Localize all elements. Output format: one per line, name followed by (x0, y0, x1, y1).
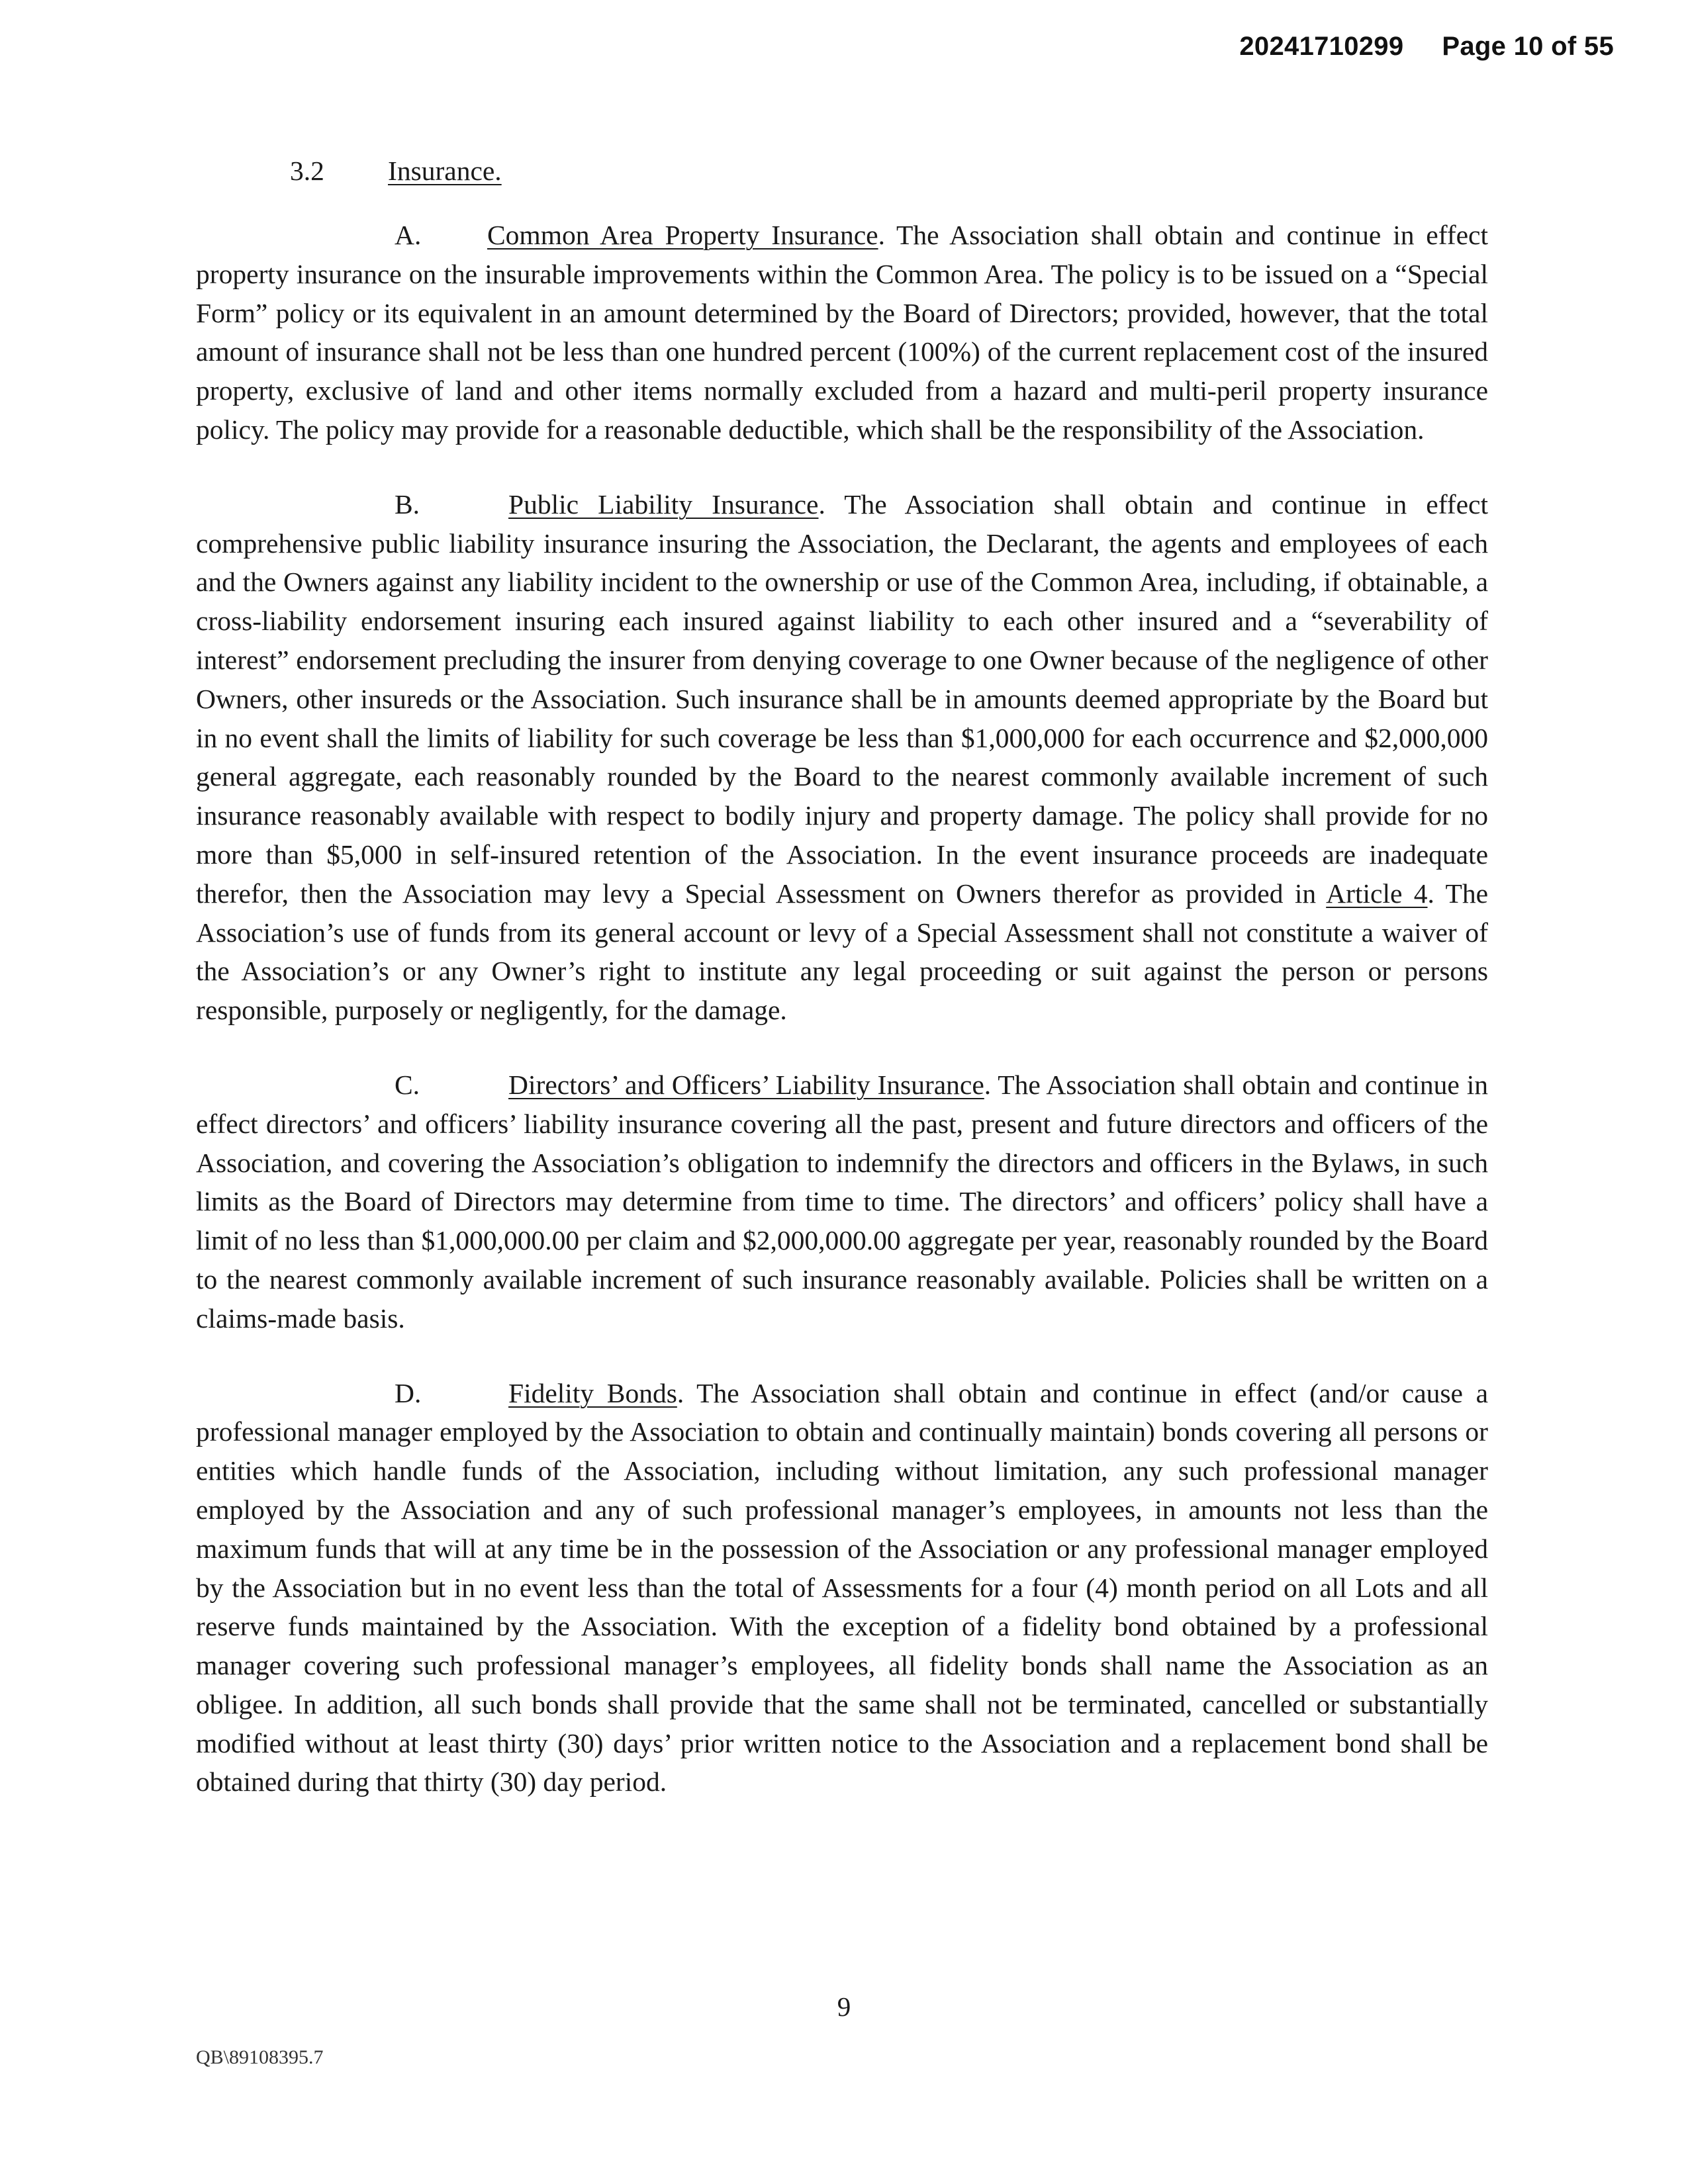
paragraph-heading: Fidelity Bonds (508, 1377, 677, 1408)
paragraph-letter: D. (395, 1377, 422, 1408)
paragraph-letter: B. (395, 488, 420, 520)
document-number: 20241710299 (1239, 32, 1404, 61)
page-label: Page 10 of 55 (1442, 32, 1614, 61)
paragraph-letter: C. (395, 1069, 420, 1100)
paragraph-b (196, 485, 1488, 1030)
paragraph-text: . The Association’s use of funds from its general account or levy of a Special Assessment shall not constitute a waiver of the Association’s or any Owner’s right to institute any legal proceeding or suit against the person or persons responsible, purposely or negligently, for the damage. (196, 878, 1488, 1026)
article-reference: Article 4 (1326, 878, 1428, 909)
page-header (1239, 32, 1614, 62)
paragraph-text: . The Association shall obtain and continue in effect (and/or cause a professional manager employed by the Association to obtain and continually maintain) bonds covering all persons or entities which handle funds of the Association, including without limitation, any such professional manager employed by the Association and any of such professional manager’s employees, in amounts not less than the maximum funds that will at any time be in the possession of the Association or any professional manager employed by the Association but in no event less than the total of Assessments for a four (4) month period on all Lots and all reserve funds maintained by the Association. With the exception of a fidelity bond obtained by a professional manager covering such professional manager’s employees, all fidelity bonds shall name the Association as an obligee. In addition, all such bonds shall provide that the same shall not be terminated, cancelled or substantially modified without at least thirty (30) days’ prior written notice to the Association and a replacement bond shall be obtained during that thirty (30) day period. (196, 1377, 1488, 1797)
page-number: 9 (837, 1991, 851, 2022)
section-heading (196, 151, 1488, 191)
paragraph-a (196, 216, 1488, 449)
paragraph-text: . The Association shall obtain and continue in effect property insurance on the insurable improvements within the Common Area. The policy is to be issued on a “Special Form” policy or its equivalent in an amount determined by the Board of Directors; provided, however, that the total amount of insurance shall not be less than one hundred percent (100%) of the current replacement cost of the insured property, exclusive of land and other items normally excluded from a hazard and multi-peril property insurance policy. The policy may provide for a reasonable deductible, which shall be the responsibility of the Association. (196, 220, 1488, 445)
paragraph-heading: Common Area Property Insurance (487, 220, 878, 250)
paragraph-c (196, 1066, 1488, 1338)
document-body (196, 151, 1488, 1837)
paragraph-heading: Directors’ and Officers’ Liability Insurance (508, 1069, 984, 1100)
document-id: QB\89108395.7 (196, 2046, 324, 2068)
section-title: Insurance. (388, 156, 502, 186)
paragraph-letter: A. (395, 220, 422, 250)
section-number: 3.2 (290, 156, 324, 186)
paragraph-text: . The Association shall obtain and continue in effect comprehensive public liability insurance insuring the Association, the Declarant, the agents and employees of each and the Owners against any liability incident to the ownership or use of the Common Area, including, if obtainable, a cross-liability endorsement insuring each insured against liability to each other insured and a “severability of interest” endorsement precluding the insurer from denying coverage to one Owner because of the negligence of other Owners, other insureds or the Association. Such insurance shall be in amounts deemed appropriate by the Board but in no event shall the limits of liability for such coverage be less than $1,000,000 for each occurrence and $2,000,000 general aggregate, each reasonably rounded by the Board to the nearest commonly available increment of such insurance reasonably available with respect to bodily injury and property damage. The policy shall provide for no more than $5,000 in self-insured retention of the Association. In the event insurance proceeds are inadequate therefor, then the Association may levy a Special Assessment on Owners therefor as provided in (196, 488, 1488, 909)
paragraph-heading: Public Liability Insurance (508, 488, 819, 520)
paragraph-d (196, 1374, 1488, 1802)
paragraph-text: . The Association shall obtain and continue in effect directors’ and officers’ liability insurance covering all the past, present and future directors and officers of the Association, and covering the Association’s obligation to indemnify the directors and officers in the Bylaws, in such limits as the Board of Directors may determine from time to time. The directors’ and officers’ policy shall have a limit of no less than $1,000,000.00 per claim and $2,000,000.00 aggregate per year, reasonably rounded by the Board to the nearest commonly available increment of such insurance reasonably available. Policies shall be written on a claims-made basis. (196, 1069, 1488, 1334)
